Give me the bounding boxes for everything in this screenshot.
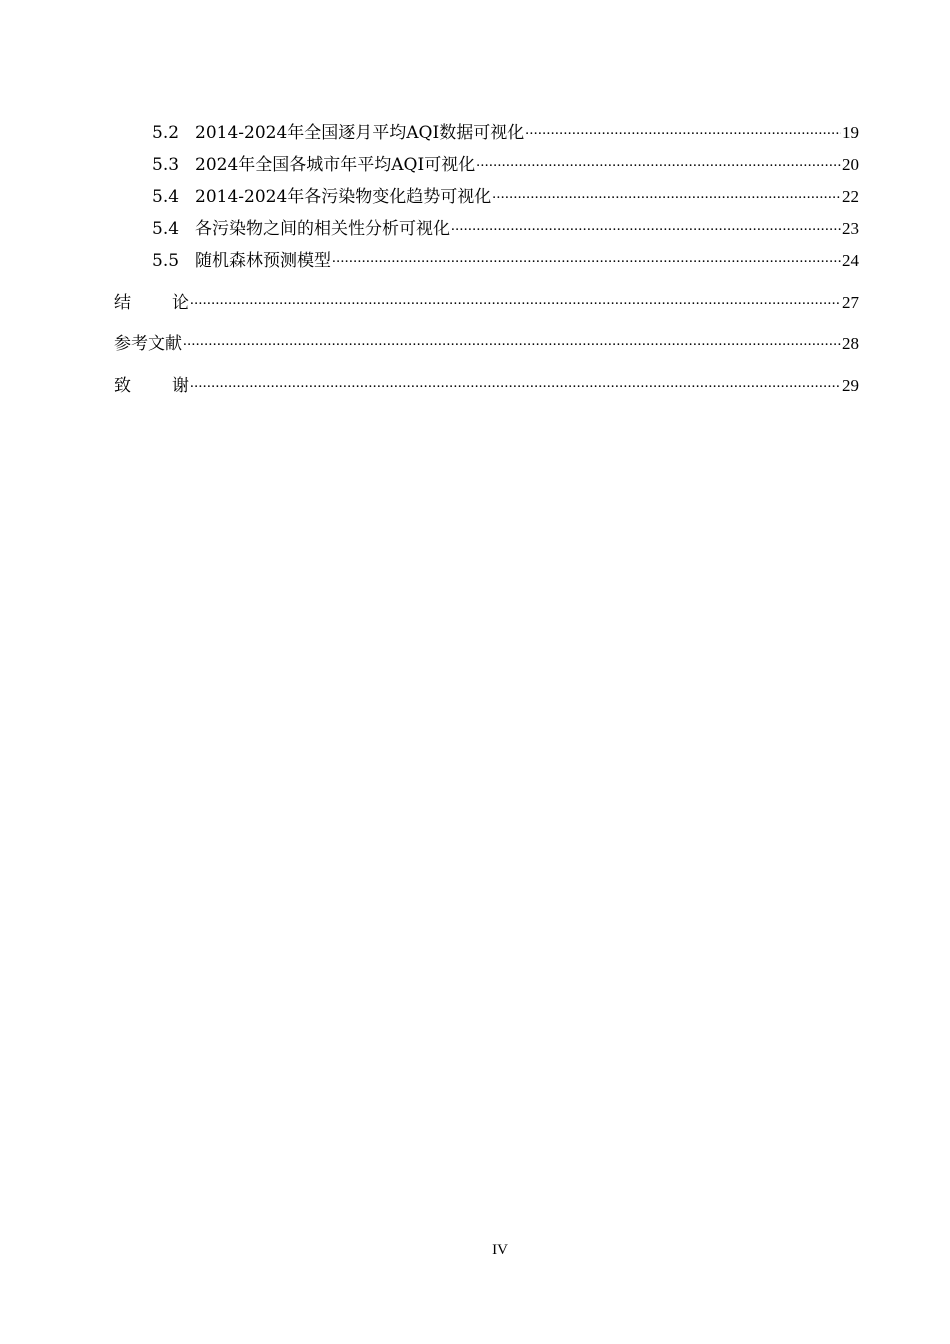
dot-leader [190, 374, 841, 391]
toc-chapter-title [114, 375, 189, 397]
dot-leader [476, 153, 841, 170]
toc-chapter-title-char: 致 [114, 376, 131, 396]
toc-entry-title: 随机森林预测模型 [195, 251, 331, 271]
dot-leader [190, 291, 841, 308]
dot-leader [451, 217, 841, 234]
toc-chapter-title-char: 结 [114, 293, 131, 313]
toc-chapter-page: 28 [842, 334, 859, 353]
toc-chapter-title [114, 292, 189, 314]
dot-leader [332, 249, 841, 266]
toc-entry-5-3[interactable] [152, 153, 859, 176]
toc-entry-title: 各污染物之间的相关性分析可视化 [195, 219, 450, 239]
toc-entry-page: 22 [842, 187, 859, 206]
toc-entry-title: 2024年全国各城市年平均AQI可视化 [195, 155, 476, 175]
toc-chapter-acknowledgements[interactable] [114, 374, 859, 397]
dot-leader [525, 121, 841, 138]
toc-entry-number: 5.3 [152, 155, 180, 175]
toc-chapter-conclusion[interactable] [114, 291, 859, 314]
toc-chapter-references[interactable] [114, 332, 859, 355]
toc-entry-number: 5.2 [152, 123, 180, 143]
toc-entry-number: 5.4 [152, 187, 180, 207]
toc-chapter-title: 参考文献 [114, 334, 182, 354]
toc-entry-number: 5.5 [152, 251, 180, 271]
toc-entry-5-2[interactable] [152, 121, 859, 144]
toc-entry-title: 2014-2024年各污染物变化趋势可视化 [195, 187, 492, 207]
toc-entry-page: 24 [842, 251, 859, 270]
dot-leader [492, 185, 841, 202]
page-number-footer: IV [492, 1242, 508, 1258]
toc-entry-title: 2014-2024年全国逐月平均AQI数据可视化 [195, 123, 525, 143]
toc-entry-page: 20 [842, 155, 859, 174]
toc-chapter-title-char: 谢 [172, 376, 189, 396]
toc-entry-number: 5.4 [152, 219, 180, 239]
toc-entry-page: 19 [842, 123, 859, 142]
toc-entry-5-5[interactable] [152, 249, 859, 272]
toc-chapter-page: 29 [842, 376, 859, 395]
toc-entry-page: 23 [842, 219, 859, 238]
toc-entry-5-4[interactable] [152, 185, 859, 208]
toc-chapter-page: 27 [842, 293, 859, 312]
toc-entry-5-4-correlation[interactable] [152, 217, 859, 240]
toc-chapter-title-char: 论 [172, 293, 189, 313]
dot-leader [183, 332, 841, 349]
